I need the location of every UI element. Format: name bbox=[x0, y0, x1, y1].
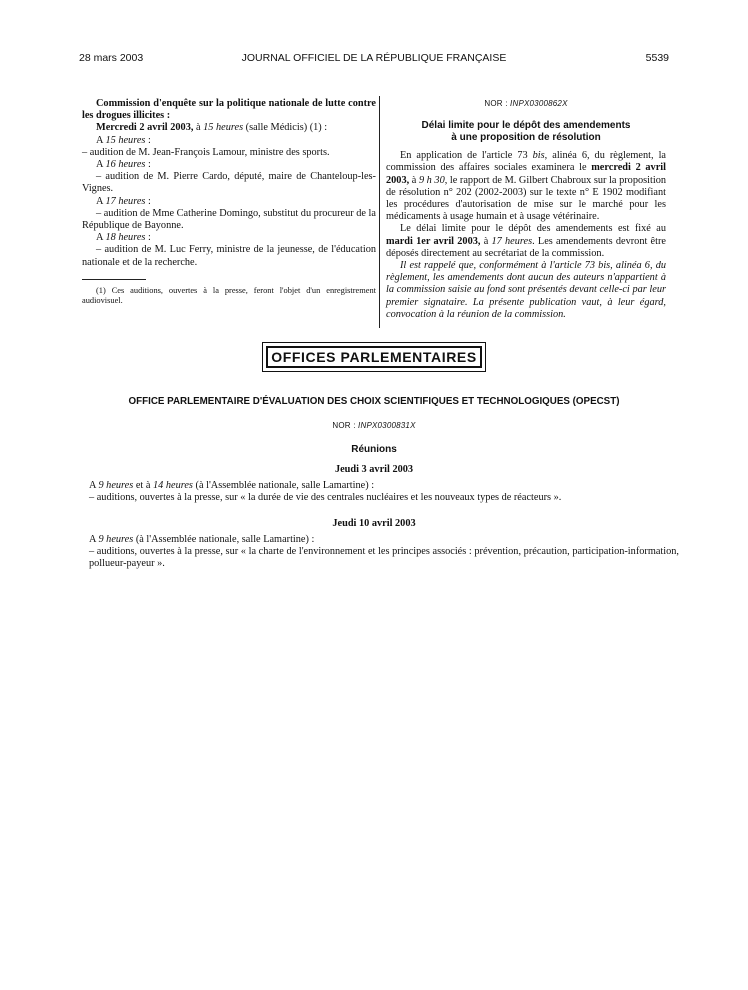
hearing-item bbox=[82, 159, 376, 196]
nor-reference: NOR : INPX0300831X bbox=[332, 421, 416, 430]
hearing-text: – audition de M. Luc Ferry, ministre de la jeunesse, de l'éducation nationale et de la recherche. bbox=[82, 244, 376, 268]
footnote: (1) Ces auditions, ouvertes à la presse, feront l'objet d'un enregistrement audiovisuel. bbox=[82, 285, 376, 305]
hearing-item bbox=[82, 196, 376, 233]
paragraph-reminder: Il est rappelé que, conformément à l'article 73 bis, alinéa 6, du règlement, les amendements dont aucun des auteurs n'appartient à la commission saisie au fond sont présentés devant celle-ci par leur premier signataire. La présente publication vaut, à leur égard, convocation à la réunion de la commission. bbox=[386, 260, 666, 320]
nor-reference: NOR : INPX0300862X bbox=[484, 99, 568, 108]
section-subtitle: à une proposition de résolution bbox=[451, 132, 601, 144]
section-banner bbox=[262, 342, 486, 372]
footnote-rule bbox=[82, 279, 146, 280]
hearing-time: A 18 heures : bbox=[96, 232, 151, 244]
page-number: 5539 bbox=[645, 52, 669, 64]
journal-title: JOURNAL OFFICIEL DE LA RÉPUBLIQUE FRANÇAISE bbox=[241, 52, 507, 64]
left-column bbox=[82, 98, 376, 306]
commission-heading: Commission d'enquête sur la politique nationale de lutte contre les drogues illicites : bbox=[82, 98, 376, 122]
session-date-line: Mercredi 2 avril 2003, à 15 heures (salle Médicis) (1) : bbox=[96, 122, 328, 134]
right-column bbox=[386, 98, 666, 321]
section-title: Délai limite pour le dépôt des amendements bbox=[421, 120, 631, 132]
hearing-time: A 17 heures : bbox=[96, 195, 151, 207]
hearing-time: A 15 heures : bbox=[96, 134, 151, 146]
meeting-item: – auditions, ouvertes à la presse, sur « la durée de vie des centrales nucléaires et les nouveaux types de réacteurs ». bbox=[89, 492, 562, 503]
meeting-time-line: A 9 heures (à l'Assemblée nationale, salle Lamartine) : bbox=[89, 534, 315, 545]
column-divider bbox=[379, 96, 380, 328]
issue-date: 28 mars 2003 bbox=[79, 52, 144, 64]
office-title: OFFICE PARLEMENTAIRE D'ÉVALUATION DES CHOIX SCIENTIFIQUES ET TECHNOLOGIQUES (OPECST) bbox=[128, 396, 620, 407]
meeting-date: Jeudi 3 avril 2003 bbox=[334, 464, 414, 475]
paragraph-application: En application de l'article 73 bis, alinéa 6, du règlement, la commission des affaires sociales examinera le mercredi 2 avril 2003, à 9 h 30, le rapport de M. Gilbert Chabroux sur la proposition de résolution n° 202 (2002-2003) sur le texte n° E 1902 modifiant les procédures d'autorisation de mise sur le marché pour les médicaments à usage humain et à usage vétérinaire. bbox=[386, 150, 667, 223]
hearing-item bbox=[82, 135, 376, 159]
meetings-heading: Réunions bbox=[351, 444, 397, 455]
paragraph-deadline: Le délai limite pour le dépôt des amendements est fixé au mardi 1er avril 2003, à 17 heures. Les amendements devront être déposés directement au secrétariat de la commission. bbox=[386, 223, 666, 259]
hearing-time: A 16 heures : bbox=[96, 159, 151, 171]
meeting-item: – auditions, ouvertes à la presse, sur « la charte de l'environnement et les principes associés : prévention, précaution, participation-information, pollueur-payeur ». bbox=[89, 546, 679, 570]
hearing-text: – audition de M. Pierre Cardo, député, maire de Chanteloup-les-Vignes. bbox=[82, 171, 376, 195]
banner-label: OFFICES PARLEMENTAIRES bbox=[266, 346, 482, 368]
hearing-item bbox=[82, 232, 376, 269]
meeting-time-line: A 9 heures et à 14 heures (à l'Assemblée nationale, salle Lamartine) : bbox=[89, 480, 375, 491]
hearing-text: – audition de Mme Catherine Domingo, substitut du procureur de la République de Bayonne. bbox=[82, 207, 376, 232]
hearing-text: – audition de M. Jean-François Lamour, ministre des sports. bbox=[82, 146, 330, 158]
meeting-date: Jeudi 10 avril 2003 bbox=[332, 518, 416, 529]
